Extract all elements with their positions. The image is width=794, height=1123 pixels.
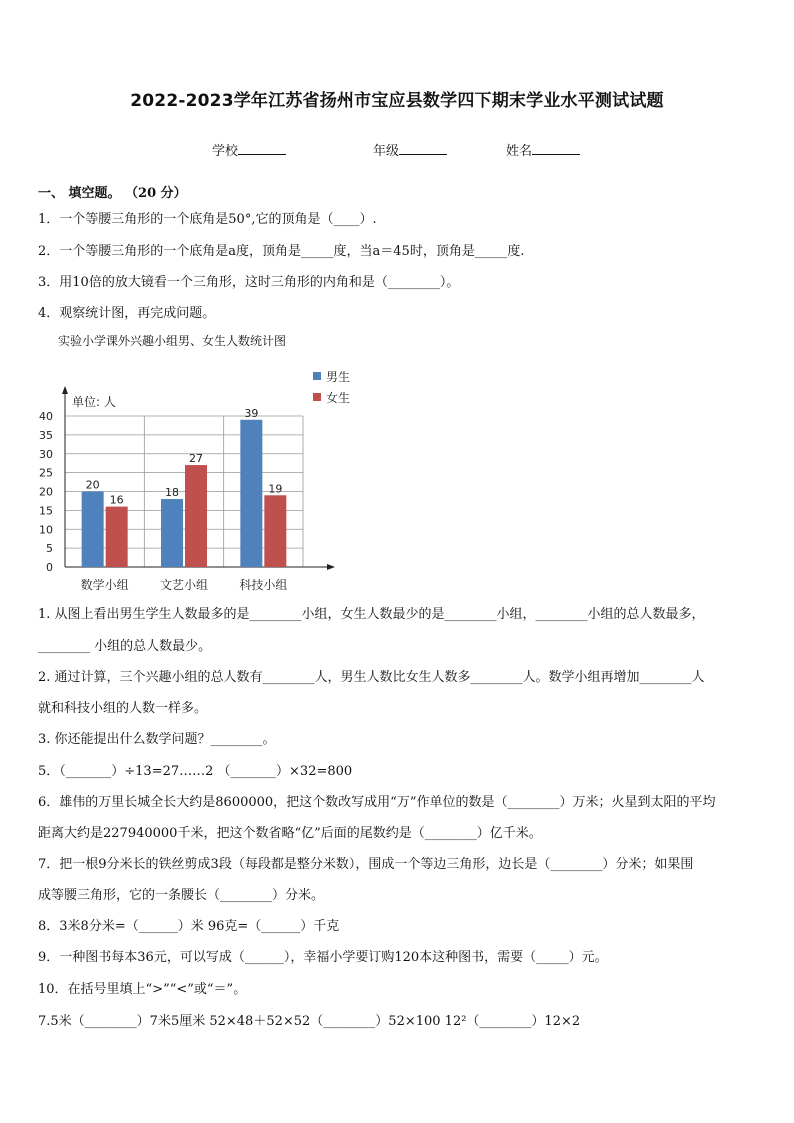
question-8: 8．3米8分米=（______）米 96克=（______）千克	[38, 919, 340, 934]
bar-value-label: 18	[165, 486, 179, 500]
bar-boys	[82, 492, 104, 568]
section-heading: 一、 填空题。 （20 分）	[38, 186, 187, 201]
bar-girls	[185, 465, 207, 567]
y-tick-label: 15	[39, 504, 53, 518]
question-7: 7．把一根9分米长的铁丝剪成3段（每段都是整分米数），围成一个等边三角形，边长是（________）分米；如果围	[38, 857, 694, 872]
bar-boys	[240, 420, 262, 567]
sub-question-3: 3. 你还能提出什么数学问题？________。	[38, 732, 276, 747]
bar-girls	[106, 507, 128, 567]
school-field: 学校	[212, 140, 286, 159]
page-title: 2022-2023学年江苏省扬州市宝应县数学四下期末学业水平测试试题	[130, 91, 664, 111]
bar-value-label: 19	[268, 482, 283, 496]
sub-question-2: 2. 通过计算，三个兴趣小组的总人数有________人，男生人数比女生人数多________人。数学小组再增加________人	[38, 670, 705, 685]
y-tick-label: 30	[39, 447, 53, 461]
x-tick-label: 文艺小组	[159, 578, 209, 592]
bar-value-label: 16	[109, 493, 124, 507]
question-10: 10．在括号里填上“>”“<”或“＝”。	[38, 982, 247, 997]
name-field: 姓名	[506, 140, 580, 159]
question-1: 1．一个等腰三角形的一个底角是50°,它的顶角是（____）.	[38, 212, 377, 227]
question-9: 9．一种图书每本36元，可以写成（______），幸福小学要订购120本这种图书，需要（_____）元。	[38, 950, 608, 965]
bar-value-label: 39	[244, 406, 259, 420]
grade-field: 年级	[373, 140, 447, 159]
y-tick-label: 25	[39, 466, 53, 480]
y-tick-label: 5	[46, 542, 53, 556]
question-10-items: 7.5米（________）7米5厘米 52×48＋52×52（________）52×100 12²（________）12×2	[38, 1014, 581, 1029]
question-5: 5．（_______）÷13=27……2 （_______）×32=800	[38, 764, 353, 779]
unit-label: 单位: 人	[72, 395, 116, 409]
sub-question-2-cont: 就和科技小组的人数一样多。	[38, 701, 208, 716]
x-axis-arrow	[327, 564, 335, 570]
question-3: 3．用10倍的放大镜看一个三角形，这时三角形的内角和是（________）。	[38, 275, 460, 290]
bar-value-label: 20	[85, 478, 100, 492]
legend-label: 男生	[326, 370, 351, 384]
x-tick-label: 数学小组	[80, 578, 129, 592]
legend-swatch	[313, 372, 321, 380]
y-tick-label: 35	[39, 428, 53, 442]
bar-chart	[30, 362, 370, 594]
y-tick-label: 20	[39, 485, 53, 499]
y-tick-label: 40	[39, 410, 53, 423]
chart-caption: 实验小学课外兴趣小组男、女生人数统计图	[58, 334, 287, 348]
question-6-cont: 距离大约是227940000千米，把这个数省略“亿”后面的尾数约是（________）亿千米。	[38, 826, 542, 841]
question-6: 6．雄伟的万里长城全长大约是8600000，把这个数改写成用“万”作单位的数是（________）万米；火星到太阳的平均	[38, 795, 716, 810]
bar-value-label: 27	[189, 452, 203, 466]
y-tick-label: 10	[39, 523, 53, 537]
legend-label: 女生	[326, 391, 351, 405]
question-4: 4．观察统计图，再完成问题。	[38, 306, 216, 321]
question-7-cont: 成等腰三角形，它的一条腰长（________）分米。	[38, 888, 325, 903]
sub-question-1-cont: ________ 小组的总人数最少。	[38, 639, 212, 654]
y-tick-label: 0	[46, 561, 53, 574]
bar-boys	[161, 499, 183, 567]
sub-question-1: 1. 从图上看出男生学生人数最多的是________小组，女生人数最少的是________小组，________小组的总人数最多，	[38, 607, 705, 622]
x-tick-label: 科技小组	[239, 578, 288, 592]
legend-swatch	[313, 393, 321, 401]
bar-girls	[264, 495, 286, 567]
question-2: 2．一个等腰三角形的一个底角是a度，顶角是_____度，当a＝45时，顶角是_____度.	[38, 244, 525, 259]
y-axis-arrow	[62, 386, 68, 394]
